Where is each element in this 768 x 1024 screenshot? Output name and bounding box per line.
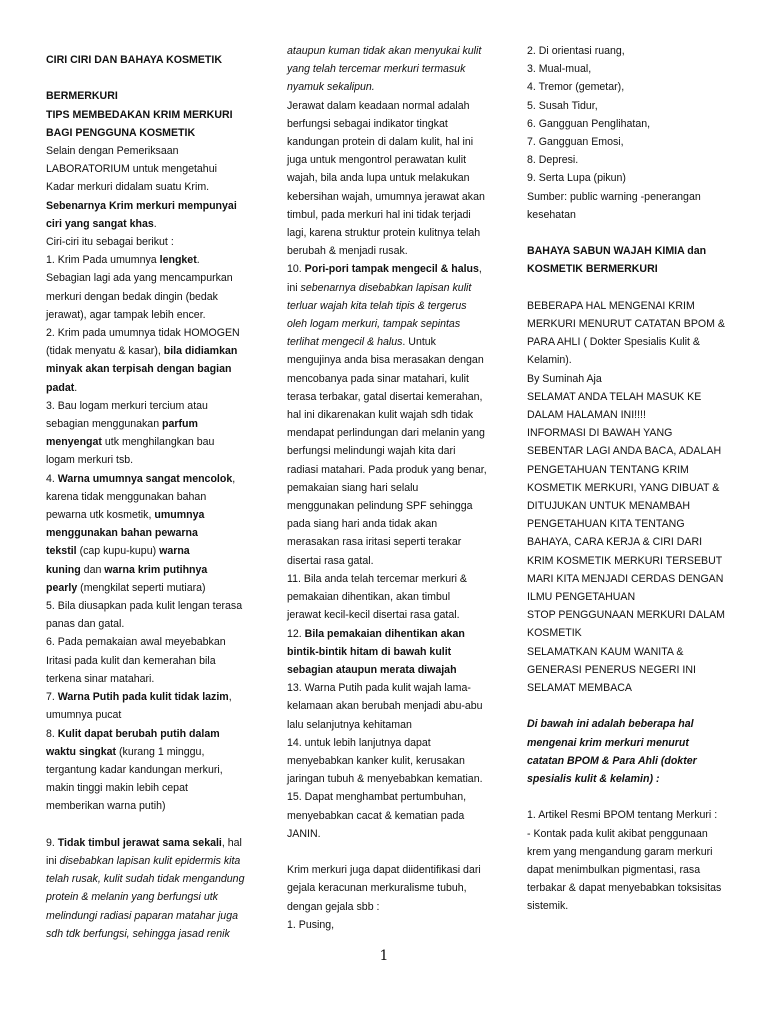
point-9-line [46,852,246,870]
caps-line: PENGETAHUAN TENTANG KRIM [527,463,689,476]
text: . [196,254,200,267]
symptom-item: 7. Gangguan Emosi, [527,136,624,149]
point-10-line: pada siang hari anda tidak akan [287,518,438,531]
point-15-line: 15. Dapat menghambat pertumbuhan, [287,791,467,804]
caps-line: STOP PENGGUNAAN MERKURI DALAM [527,609,725,622]
body-line: wajah, bila anda lupa untuk melakukan [287,172,470,185]
point-11-line: pemakaian dihentikan, akan timbul [287,591,451,604]
point-11-line: jerawat kecil-kecil disertai rasa gatal. [287,609,460,622]
bold-text: Bila pemakaian dihentikan akan [304,627,465,640]
article-line: dapat menimbulkan pigmentasi, rasa [527,864,701,877]
intro-line: Ciri-ciri itu sebagai berikut : [46,236,174,249]
point-10-line: menggunakan pelindung SPF sehingga [287,500,473,513]
bold-text: Kulit dapat berubah putih dalam [57,727,220,740]
symptom-item: 2. Di orientasi ruang, [527,45,625,57]
point-2-line [46,342,246,360]
point-4-line [46,470,246,488]
point-7-line [46,688,246,706]
point-9-line [46,907,246,925]
point-6-line: terkena sinar matahari. [46,672,155,685]
doc-title-line-2 [46,87,246,105]
point-4-line [46,561,246,579]
text: (mengkilat seperti mutiara) [77,581,206,594]
caps-line: INFORMASI DI BAWAH YANG [527,427,673,440]
point-3-line: logam merkuri tsb. [46,454,134,467]
symptom-item: 4. Tremor (gemetar), [527,81,625,94]
bold-italic-text: mengenai krim merkuri menurut [527,736,689,749]
point-12-line [287,625,487,643]
italic-text: terlihat mengecil & halus [287,336,403,349]
intro-line: LABORATORIUM untuk mengetahui [46,163,217,176]
bold-text: padat [46,381,75,394]
italic-text: disebabkan lapisan kulit epidermis kita [59,854,241,867]
point-14-line: 14. untuk lebih lanjutnya dapat [287,736,431,749]
italic-text: sdh tdk berfungsi, sehingga jasad renik [46,927,230,940]
column-3 [527,42,742,916]
intro-line [46,215,246,233]
point-3-line [46,433,246,451]
subtitle-text: BAGI PENGGUNA KOSMETIK [46,126,196,139]
point-9-line [46,870,246,888]
continued-line [287,78,487,96]
point-1-line [46,251,246,269]
text: 4. [46,472,58,485]
author-line: By Suminah Aja [527,372,602,385]
spacer [527,697,742,715]
italic-text: protein & melanin yang berfungsi utk [46,891,218,904]
text: ini [287,281,301,294]
symptom-intro-line: dengan gejala sbb : [287,900,380,913]
bold-text: bintik-bintik hitam di bawah kulit [287,645,452,658]
text: , [232,472,236,485]
spacer [46,816,246,834]
point-8-line [46,725,246,743]
bold-text: menggunakan bahan pewarna [46,527,198,540]
caps-line: PARA AHLI ( Dokter Spesialis Kulit & [527,336,700,349]
text: dan [80,563,105,576]
text: . [74,381,78,394]
caps-line: BAHAYA, CARA KERJA & CIRI DARI [527,536,703,549]
point-10-line [287,260,487,278]
point-11-line: 11. Bila anda telah tercemar merkuri & [287,572,467,585]
body-line: kebersihan wajah, umumnya jerawat akan [287,190,485,203]
text: (kurang 1 minggu, [116,745,205,758]
point-6-line: 6. Pada pemakaian awal meyebabkan [46,636,226,649]
bold-text: umumnya [154,509,205,522]
italic-text: ataupun kuman tidak akan menyukai kulit [287,45,482,57]
point-8-line: makin tinggi makin lebih cepat [46,782,188,795]
column-1 [46,51,246,943]
bold-text: Sebenarnya Krim merkuri mempunyai [46,199,237,212]
subtitle-line-1 [46,106,246,124]
column-2 [287,42,487,934]
point-9-line [46,888,246,906]
symptom-intro-line: gejala keracunan merkuralisme tubuh, [287,882,467,895]
point-14-line: menyebabkan kanker kulit, kerusakan [287,754,465,767]
continued-line [287,42,487,60]
point-4-line [46,506,246,524]
point-3-line: 3. Bau logam merkuri tercium atau [46,399,208,412]
italic-text: nyamuk sekalipun. [287,81,375,94]
text: 9. [46,836,58,849]
italic-text: oleh logam merkuri, tampak sepintas [287,318,461,331]
point-13-line: 13. Warna Putih pada kulit wajah lama- [287,682,471,695]
title-text: CIRI CIRI DAN BAHAYA KOSMETIK [46,54,222,66]
caps-line: PENGETAHUAN KITA TENTANG [527,518,685,531]
text: (cap kupu-kupu) [76,545,160,558]
point-1-line: jerawat), agar tampak lebih encer. [46,308,206,321]
note-line [527,770,742,788]
point-10-line: berfungsi melindungi wajah kita dari [287,445,456,458]
body-line: juga untuk mengontrol perawatan kulit [287,154,467,167]
text: , [478,263,482,276]
source-line: kesehatan [527,208,576,221]
point-4-line [46,542,246,560]
text: 12. [287,627,305,640]
text: , [228,691,232,704]
symptom-item: 5. Susah Tidur, [527,99,598,112]
point-2-line [46,379,246,397]
bold-text: pearly [46,581,78,594]
point-10-line: hal ini dikarenakan kulit wajah sdh tidak [287,409,474,422]
article-line: krem yang mengandung garam merkuri [527,845,713,858]
text: 10. [287,263,305,276]
body-line: berubah & menjadi rusak. [287,245,408,258]
point-10-line [287,333,487,351]
article-line: 1. Artikel Resmi BPOM tentang Merkuri : [527,809,718,822]
bold-text: ciri yang sangat khas [46,217,154,230]
point-10-line: mengujinya anda bisa merasakan dengan [287,354,484,367]
article-line: terbakar & dapat menyebabkan toksisitas [527,882,722,895]
text: pewarna utk kosmetik, [46,509,155,522]
point-12-line [287,661,487,679]
bold-italic-text: Di bawah ini adalah beberapa hal [527,718,694,731]
bold-text: warna krim putihnya [104,563,208,576]
section-heading [527,242,742,260]
symptom-intro-line: Krim merkuri juga dapat diidentifikasi dari [287,864,481,877]
bold-text: sebagian ataupun merata diwajah [287,663,457,676]
text: ini [46,854,60,867]
caps-line: KRIM KOSMETIK MERKURI TERSEBUT [527,554,723,567]
page-number: 1 [379,948,389,964]
subtitle-line-2 [46,124,246,142]
symptom-item: 9. Serta Lupa (pikun) [527,172,626,185]
note-line [527,715,742,733]
bold-text: minyak akan terpisah dengan bagian [46,363,232,376]
caps-line: KOSMETIK [527,627,582,640]
body-line: lagi, karena struktur protein kulitnya telah [287,227,481,240]
caps-line: DITUJUKAN UNTUK MENAMBAH [527,500,691,513]
text: 1. Krim Pada umumnya [46,254,160,267]
bold-text: bila didiamkan [163,345,238,358]
spacer [527,224,742,242]
point-10-line [287,279,487,297]
point-6-line: Iritasi pada kulit dan kemerahan bila [46,654,216,667]
point-3-line [46,415,246,433]
bold-text: menyengat [46,436,102,449]
point-8-line [46,743,246,761]
bold-text: warna [159,545,190,558]
subtitle-text: TIPS MEMBEDAKAN KRIM MERKURI [46,108,233,121]
symptom-item: 6. Gangguan Penglihatan, [527,117,651,130]
note-line [527,734,742,752]
bold-text: Warna Putih pada kulit tidak lazim [57,691,229,704]
point-2-line: 2. Krim pada umumnya tidak HOMOGEN [46,327,240,340]
point-14-line: jaringan tubuh & menyebabkan kematian. [287,773,483,786]
intro-line: Kadar merkuri didalam suatu Krim. [46,181,210,194]
text: . [153,217,157,230]
point-1-line: Sebagian lagi ada yang mencampurkan [46,272,233,285]
point-2-line [46,360,246,378]
symptom-item: 3. Mual-mual, [527,63,592,76]
symptom-item: 1. Pusing, [287,918,335,931]
point-10-line: terasa terbakar, gatal disertai kemerahan, [287,390,483,403]
point-4-line [46,524,246,542]
text: 8. [46,727,58,740]
section-heading [527,260,742,278]
bold-text: Tidak timbul jerawat sama sekali [57,836,222,849]
italic-text: telah rusak, kulit sudah tidak mengandung [46,873,245,886]
caps-line: Kelamin). [527,354,572,367]
point-1-line: merkuri dengan bedak dingin (bedak [46,290,218,303]
bold-text: tekstil [46,545,77,558]
point-12-line [287,643,487,661]
caps-line: MERKURI MENURUT CATATAN BPOM & [527,318,725,331]
text: . Untuk [402,336,436,349]
intro-line [46,197,246,215]
point-5-line: panas dan gatal. [46,618,125,631]
body-line: kandungan protein di dalam kulit, hal ini [287,136,474,149]
caps-line: SELAMATKAN KAUM WANITA & [527,645,684,658]
point-10-line: pemakaian siang hari selalu [287,481,419,494]
point-10-line: merasakan rasa iritasi seperti terakar [287,536,462,549]
point-10-line [287,315,487,333]
point-8-line: memberikan warna putih) [46,800,166,813]
caps-line: DALAM HALAMAN INI!!!! [527,409,646,422]
italic-text: yang telah tercemar merkuri termasuk [287,63,466,76]
bold-text: lengket [159,254,197,267]
point-4-line: karena tidak menggunakan bahan [46,490,207,503]
spacer [46,69,246,87]
article-line: - Kontak pada kulit akibat penggunaan [527,827,708,840]
body-line: timbul, pada merkuri hal ini tidak terjadi [287,208,471,221]
body-line: berfungsi sebagai indikator tingkat [287,117,448,130]
article-line: sistemik. [527,900,569,913]
bold-text: Pori-pori tampak mengecil & halus [304,263,479,276]
doc-title-line-1 [46,51,246,69]
source-line: Sumber: public warning -penerangan [527,190,701,203]
italic-text: sebenarnya disebabkan lapisan kulit [300,281,472,294]
point-10-line: radiasi matahari. Pada produk yang benar, [287,463,487,476]
caps-line: SEBENTAR LAGI ANDA BACA, ADALAH [527,445,722,458]
bold-italic-text: spesialis kulit & kelamin) : [527,773,660,786]
point-7-line: umumnya pucat [46,709,122,722]
bold-text: waktu singkat [46,745,117,758]
bold-text: KOSMETIK BERMERKURI [527,263,658,276]
caps-line: BEBERAPA HAL MENGENAI KRIM [527,299,695,312]
continued-line [287,60,487,78]
bold-text: kuning [46,563,81,576]
point-9-line [46,925,246,943]
point-13-line: lalu selanjutnya kehitaman [287,718,412,731]
text: utk menghilangkan bau [101,436,215,449]
caps-line: MARI KITA MENJADI CERDAS DENGAN [527,572,724,585]
bold-italic-text: catatan BPOM & Para Ahli (dokter [527,754,697,767]
text: 7. [46,691,58,704]
text: (tidak menyatu & kasar), [46,345,164,358]
point-10-line: mencobanya pada sinar matahari, kulit [287,372,469,385]
intro-line: Selain dengan Pemeriksaan [46,145,179,157]
caps-line: ILMU PENGETAHUAN [527,591,636,604]
italic-text: melindungi radiasi paparan matahar juga [46,909,238,922]
point-13-line: kelamaan akan berubah menjadi abu-abu [287,700,483,713]
caps-line: SELAMAT MEMBACA [527,682,632,695]
point-10-line: mendapat perlindungan dari melanin yang [287,427,485,440]
symptom-item: 8. Depresi. [527,154,579,167]
point-5-line: 5. Bila diusapkan pada kulit lengan terasa [46,600,243,613]
caps-line: KOSMETIK MERKURI, YANG DIBUAT & [527,481,720,494]
bold-text: parfum [162,418,198,431]
point-15-line: JANIN. [287,827,321,840]
point-9-line [46,834,246,852]
bold-text: Warna umumnya sangat mencolok [57,472,233,485]
point-4-line [46,579,246,597]
spacer [527,788,742,806]
bold-text: BAHAYA SABUN WAJAH KIMIA dan [527,245,707,258]
caps-line: GENERASI PENERUS NEGERI INI [527,663,696,676]
point-15-line: menyebabkan cacat & kematian pada [287,809,465,822]
spacer [287,843,487,861]
text: sebagian menggunakan [46,418,163,431]
spacer [527,279,742,297]
text: , hal [221,836,242,849]
point-8-line: tergantung kadar kandungan merkuri, [46,763,223,776]
caps-line: SELAMAT ANDA TELAH MASUK KE [527,390,702,403]
body-line: Jerawat dalam keadaan normal adalah [287,99,470,112]
title-text: BERMERKURI [46,90,118,103]
note-line [527,752,742,770]
italic-text: terluar wajah kita telah tipis & tergerus [287,299,467,312]
point-10-line: disertai rasa gatal. [287,554,374,567]
point-10-line [287,297,487,315]
